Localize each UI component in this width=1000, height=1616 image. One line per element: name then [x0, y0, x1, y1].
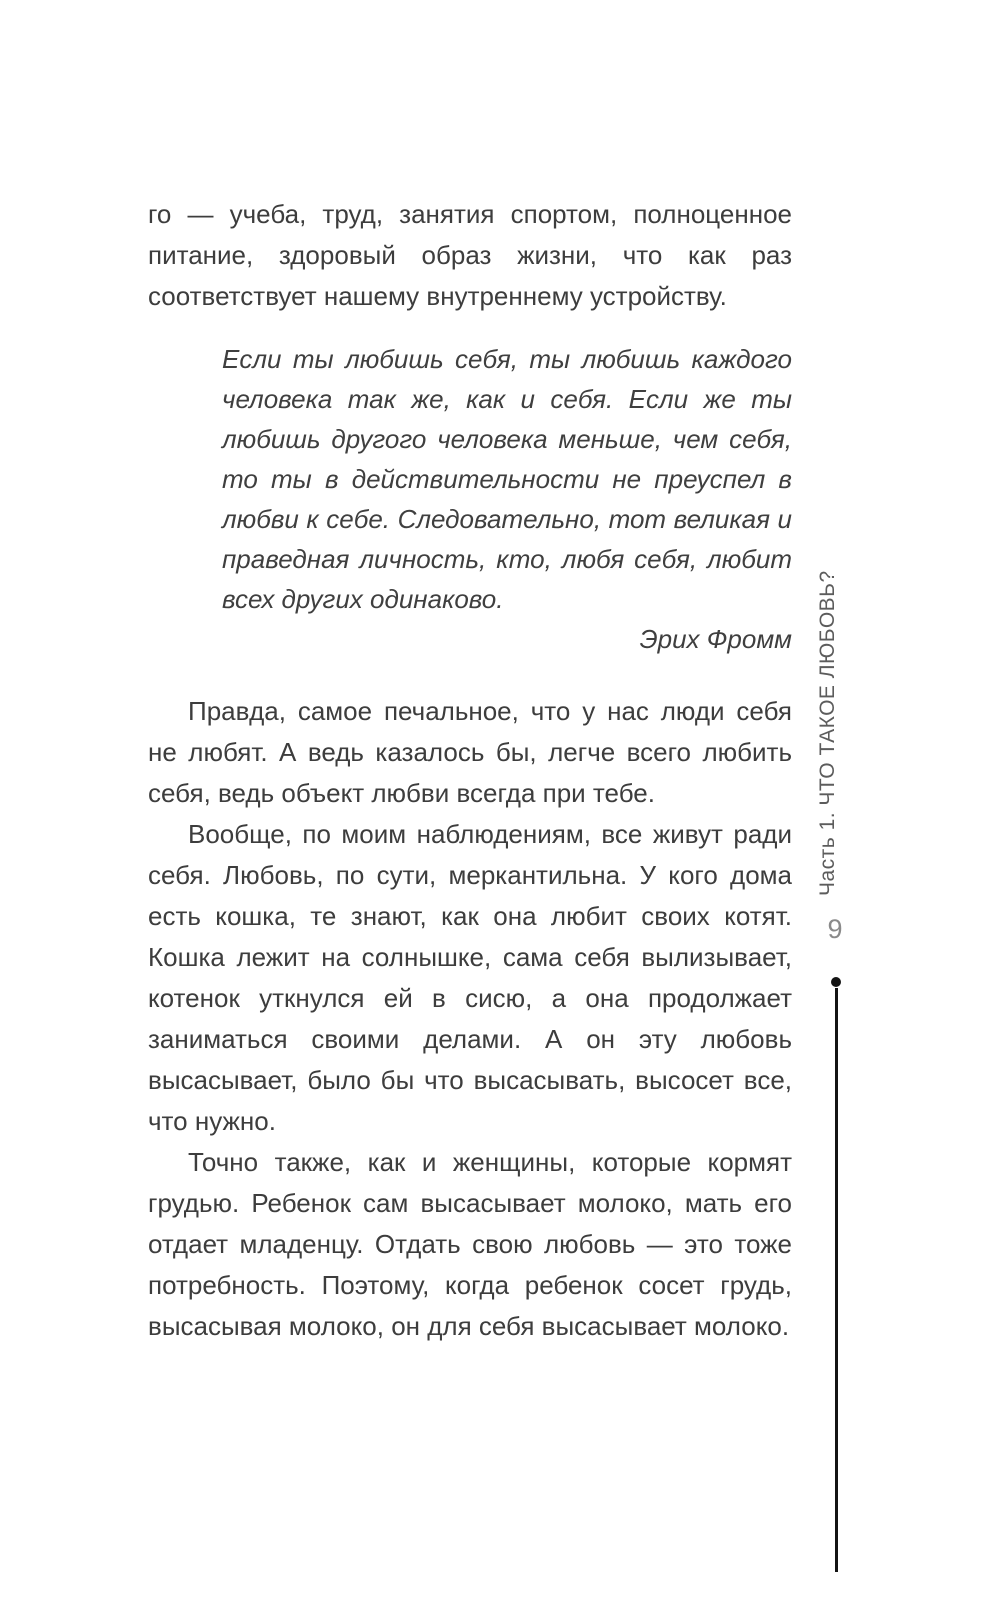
quote-text: Если ты любишь себя, ты любишь каждого человека так же, как и себя. Если же ты любишь другого человека меньше, чем себя, то ты в действительности не преуспел в любви к себе. Следовательно, тот великая и праведная личность, кто, любя себя, любит всех других одинаково.: [222, 344, 792, 614]
page-number: 9: [827, 914, 843, 944]
margin-sidebar: [800, 0, 880, 1616]
vertical-rule: [835, 988, 838, 1572]
paragraph-continuation: го — учеба, труд, занятия спортом, полноценное питание, здоровый образ жизни, что как раз соответствует нашему внутреннему устройству.: [148, 199, 792, 311]
chapter-title-vertical: Часть 1. ЧТО ТАКОЕ ЛЮБОВЬ?: [816, 570, 839, 896]
rule-dot: [831, 977, 841, 987]
paragraph: Правда, самое печальное, что у нас люди себя не любят. А ведь казалось бы, легче всего любить себя, ведь объект любви всегда при тебе.: [148, 696, 792, 808]
paragraph: Точно также, как и женщины, которые кормят грудью. Ребенок сам высасывает молоко, мать его отдает младенцу. Отдать свою любовь — это тоже потребность. Поэтому, когда ребенок сосет грудь, высасывая молоко, он для себя высасывает молоко.: [148, 1147, 792, 1341]
page-text-block: [148, 194, 792, 1347]
quote-block: [222, 339, 792, 659]
paragraph: Вообще, по моим наблюдениям, все живут ради себя. Любовь, по сути, меркантильна. У кого дома есть кошка, те знают, как она любит своих котят. Кошка лежит на солнышке, сама себя вылизывает, котенок уткнулся ей в сисю, а она продолжает заниматься своими делами. А он эту любовь высасывает, было бы что высасывать, высосет все, что нужно.: [148, 819, 792, 1136]
quote-attribution: Эрих Фромм: [639, 624, 792, 654]
